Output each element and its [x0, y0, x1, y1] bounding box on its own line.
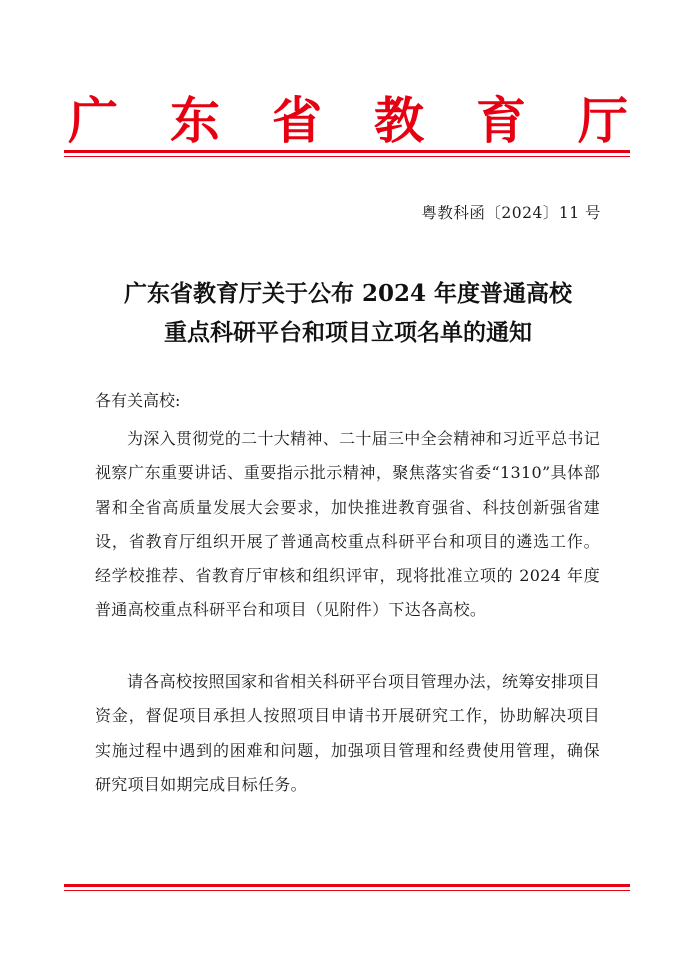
salutation: 各有关高校: [95, 391, 181, 410]
masthead-char: 广 [68, 91, 118, 150]
document-title-line-1: 广东省教育厅关于公布 2024 年度普通高校 [123, 280, 573, 307]
masthead-char: 厅 [578, 91, 628, 150]
top-red-rule-thick [64, 150, 630, 153]
masthead-char: 育 [476, 91, 526, 150]
document-title-line-2: 重点科研平台和项目立项名单的通知 [164, 319, 532, 346]
body-paragraph-2: 请各高校按照国家和省相关科研平台项目管理办法，统筹安排项目资金，督促项目承担人按照项目申请书开展研究工作，协助解决项目实施过程中遇到的困难和问题，加强项目管理和经费使用管理，确保研究项目如期完成目标任务。 [95, 672, 600, 794]
masthead-char: 教 [374, 91, 424, 150]
bottom-red-rule-thick [64, 884, 630, 887]
top-red-rule-thin [64, 156, 630, 157]
document-number: 粤教科函〔2024〕11 号 [421, 204, 601, 222]
bottom-red-rule-thin [64, 890, 630, 891]
masthead-char: 东 [170, 91, 220, 150]
body-paragraph-1: 为深入贯彻党的二十大精神、二十届三中全会精神和习近平总书记视察广东重要讲话、重要指示批示精神，聚焦落实省委“1310”具体部署和全省高质量发展大会要求，加快推进教育强省、科技创新强省建设，省教育厅组织开展了普通高校重点科研平台和项目的遴选工作。经学校推荐、省教育厅审核和组织评审，现将批准立项的 2024 年度普通高校重点科研平台和项目（见附件）下达各高校。 [95, 429, 600, 620]
masthead [68, 92, 628, 150]
masthead-char: 省 [272, 91, 322, 150]
